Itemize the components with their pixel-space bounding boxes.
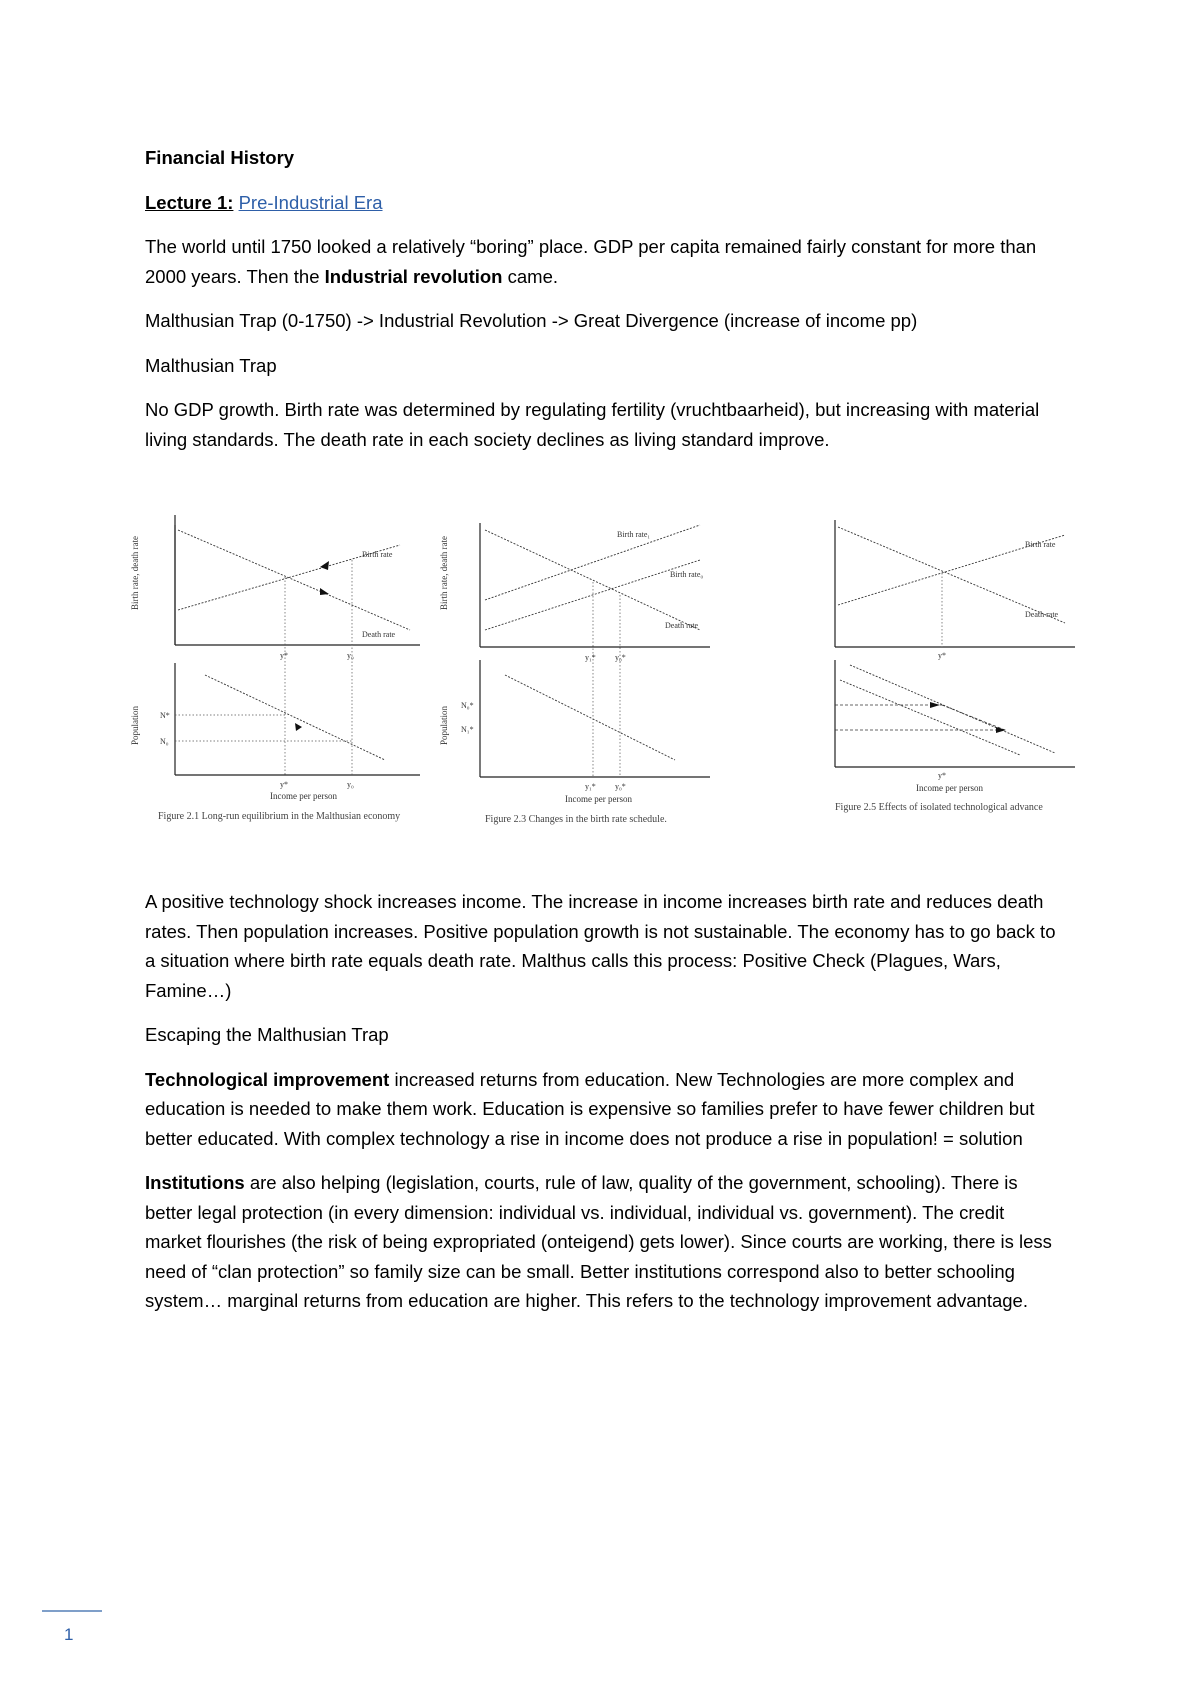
document-body-continued xyxy=(145,887,1065,1331)
fig1-death-rate-line xyxy=(178,530,410,630)
figures-row xyxy=(130,515,1090,835)
malthus-paragraph xyxy=(145,395,1065,454)
fig1-tick-bottom-y0: y₀ xyxy=(347,780,354,789)
tech-bold: Technological improvement xyxy=(145,1068,390,1090)
lecture-heading xyxy=(145,188,1065,218)
fig1-arrow-down xyxy=(320,588,329,595)
fig3-caption: Figure 2.5 Effects of isolated technological advance xyxy=(835,802,1043,813)
fig1-tick-y0: y₀ xyxy=(347,651,354,660)
heading-escaping: Escaping the Malthusian Trap xyxy=(145,1024,389,1045)
institutions-paragraph xyxy=(145,1168,1065,1316)
figure-2-3 xyxy=(439,515,765,835)
figure-2-1 xyxy=(130,515,420,835)
fig2-death-rate-line xyxy=(485,530,700,630)
malthus-text: No GDP growth. Birth rate was determined by regulating fertility (vruchtbaarheid), but increasing with material living standards. The death rate in each society declines as living standard improve. xyxy=(145,399,1040,450)
fig2-ylabel-top: Birth rate, death rate xyxy=(439,536,449,610)
institutions-bold: Institutions xyxy=(145,1172,245,1193)
fig2-tick-n1: N₁* xyxy=(461,725,474,734)
fig1-curve-birth: Birth rate xyxy=(362,550,393,559)
fig2-birth-rate1-line xyxy=(485,525,700,600)
fig1-curve-death: Death rate xyxy=(362,630,396,639)
fig1-tick-n0: N₀ xyxy=(160,737,169,746)
fig2-tick-y0: y₀* xyxy=(615,653,626,662)
intro-text-1: The world until 1750 looked a relatively “boring” place. GDP per capita remained fairly constant for more than 2000 years. Then the xyxy=(145,236,1037,287)
fig1-arrow-pop xyxy=(295,723,302,731)
intro-paragraph xyxy=(145,232,1065,291)
lecture-topic-link[interactable]: Pre-Industrial Era xyxy=(238,191,383,213)
fig2-population-line xyxy=(505,675,675,760)
page-number: 1 xyxy=(64,1625,74,1644)
fig1-tick-bottom-ystar: y* xyxy=(280,780,288,789)
intro-bold: Industrial revolution xyxy=(324,265,503,287)
intro-text-2: came. xyxy=(502,265,559,287)
footer-rule xyxy=(42,1610,102,1612)
fig2-tick-bottom-y1: y₁* xyxy=(585,782,596,791)
fig3-tick-ystar: y* xyxy=(938,651,946,660)
document-body xyxy=(145,143,1065,469)
fig2-curve-birth1: Birth rate₁ xyxy=(617,530,651,539)
fig1-arrow-up xyxy=(320,561,329,570)
fig2-tick-bottom-y0: y₀* xyxy=(615,782,626,791)
institutions-text: are also helping (legislation, courts, rule of law, quality of the government, schooling). There is better legal protection (in every dimension: individual vs. individual, individual vs. government). The credit market flourishes (the risk of being expropriated (onteigend) gets lower). Since courts are working, there is less need of “clan protection” so family size can be small. Better institutions correspond also to better schooling system… marginal returns from education are higher. This refers to the technology improvement advantage. xyxy=(145,1172,1052,1311)
fig2-birth-rate0-line xyxy=(485,560,700,630)
lecture-label: Lecture 1: xyxy=(145,191,234,213)
fig1-ylabel-top: Birth rate, death rate xyxy=(130,536,140,610)
fig1-tick-ystar: y* xyxy=(280,651,288,660)
fig3-tick-bottom-ystar: y* xyxy=(938,771,946,780)
fig2-tick-n0: N₀* xyxy=(461,701,474,710)
fig2-curve-birth0: Birth rate₀ xyxy=(670,570,704,579)
tech-text: increased returns from education. New Technologies are more complex and education is needed to make them work. Education is expensive so families prefer to have fewer children but better educated. With complex technology a rise in income does not produce a rise in population! = solution xyxy=(145,1068,1035,1149)
document-title: Financial History xyxy=(145,147,295,168)
fig1-xlabel: Income per person xyxy=(270,791,337,801)
fig1-ylabel-bottom: Population xyxy=(130,705,140,745)
tech-paragraph xyxy=(145,1065,1065,1154)
fig1-population-line xyxy=(205,675,385,760)
fig2-curve-death: Death rate xyxy=(665,621,699,630)
fig2-xlabel: Income per person xyxy=(565,794,632,804)
figure-2-5 xyxy=(830,515,1090,835)
fig3-curve-birth: Birth rate xyxy=(1025,540,1056,549)
fig3-curve-death: Death rate xyxy=(1025,610,1059,619)
sequence-line: Malthusian Trap (0-1750) -> Industrial Revolution -> Great Divergence (increase of income pp) xyxy=(145,310,918,331)
fig2-caption: Figure 2.3 Changes in the birth rate schedule. xyxy=(485,814,667,825)
fig1-caption: Figure 2.1 Long-run equilibrium in the Malthusian economy xyxy=(158,811,401,822)
fig3-xlabel: Income per person xyxy=(916,783,983,793)
fig1-tick-nstar: N* xyxy=(160,711,170,720)
fig2-tick-y1: y₁* xyxy=(585,653,596,662)
shock-paragraph: A positive technology shock increases income. The increase in income increases birth rate and reduces death rates. Then population increases. Positive population growth is not sustainable. The economy has to go back to a situation where birth rate equals death rate. Malthus calls this process: Positive Check (Plagues, Wars, Famine…) xyxy=(145,891,1056,1001)
fig2-ylabel-bottom: Population xyxy=(439,705,449,745)
heading-malthusian-trap: Malthusian Trap xyxy=(145,354,277,376)
fig3-arrow-2 xyxy=(996,727,1006,733)
fig3-population-line-1 xyxy=(840,680,1020,755)
